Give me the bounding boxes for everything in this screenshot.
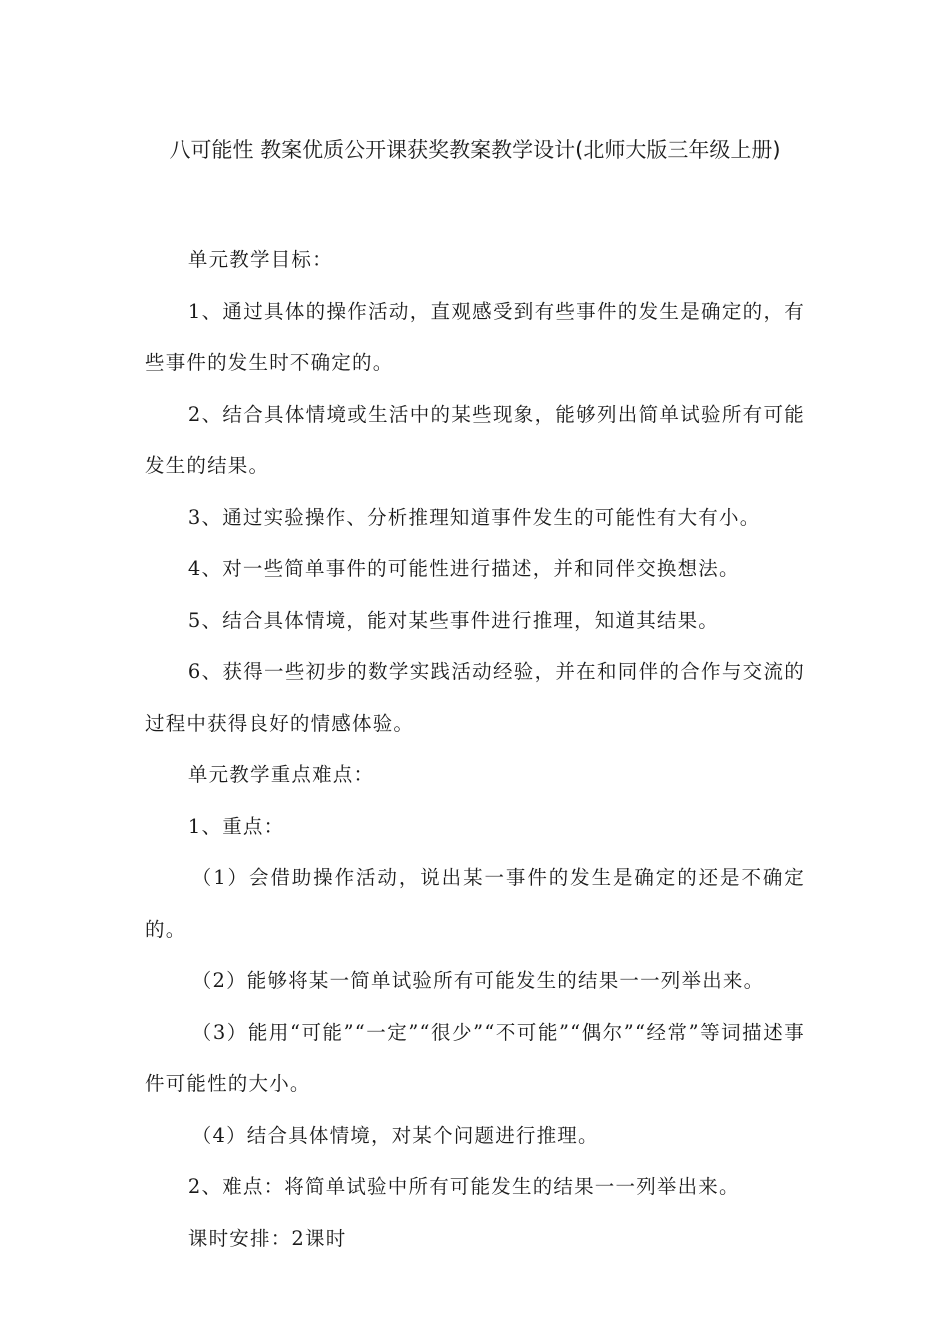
objective-item-2: 2、结合具体情境或生活中的某些现象，能够列出简单试验所有可能发生的结果。 [145,402,805,477]
key-point-item-4: （4）结合具体情境，对某个问题进行推理。 [191,1123,599,1147]
lesson-arrangement: 课时安排：2课时 [187,1226,347,1250]
key-point-item-1: （1）会借助操作活动，说出某一事件的发生是确定的还是不确定的。 [145,866,805,941]
section-heading-key-points: 单元教学重点难点： [187,763,375,786]
key-point-item-3: （3）能用“可能”“一定”“很少”“不可能”“偶尔”“经常”等词描述事件可能性的大小。 [145,1020,805,1095]
difficulty-item: 2、难点：将简单试验中所有可能发生的结果一一列举出来。 [187,1175,740,1198]
objective-item-6: 6、获得一些初步的数学实践活动经验，并在和同伴的合作与交流的过程中获得良好的情感体验。 [145,660,805,735]
section-heading-objectives: 单元教学目标： [187,248,333,271]
objective-item-1: 1、通过具体的操作活动，直观感受到有些事件的发生是确定的，有些事件的发生时不确定的。 [145,299,805,374]
document-title: 八可能性 教案优质公开课获奖教案教学设计(北师大版三年级上册) [169,138,781,162]
objective-item-3: 3、通过实验操作、分析推理知道事件发生的可能性有大有小。 [187,505,761,529]
objective-item-4: 4、对一些简单事件的可能性进行描述，并和同伴交换想法。 [187,557,740,580]
key-points-label: 1、重点： [187,814,285,838]
key-point-item-2: （2）能够将某一简单试验所有可能发生的结果一一列举出来。 [191,969,765,992]
document-body [145,234,805,1264]
objective-item-5: 5、结合具体情境，能对某些事件进行推理，知道其结果。 [187,608,719,632]
